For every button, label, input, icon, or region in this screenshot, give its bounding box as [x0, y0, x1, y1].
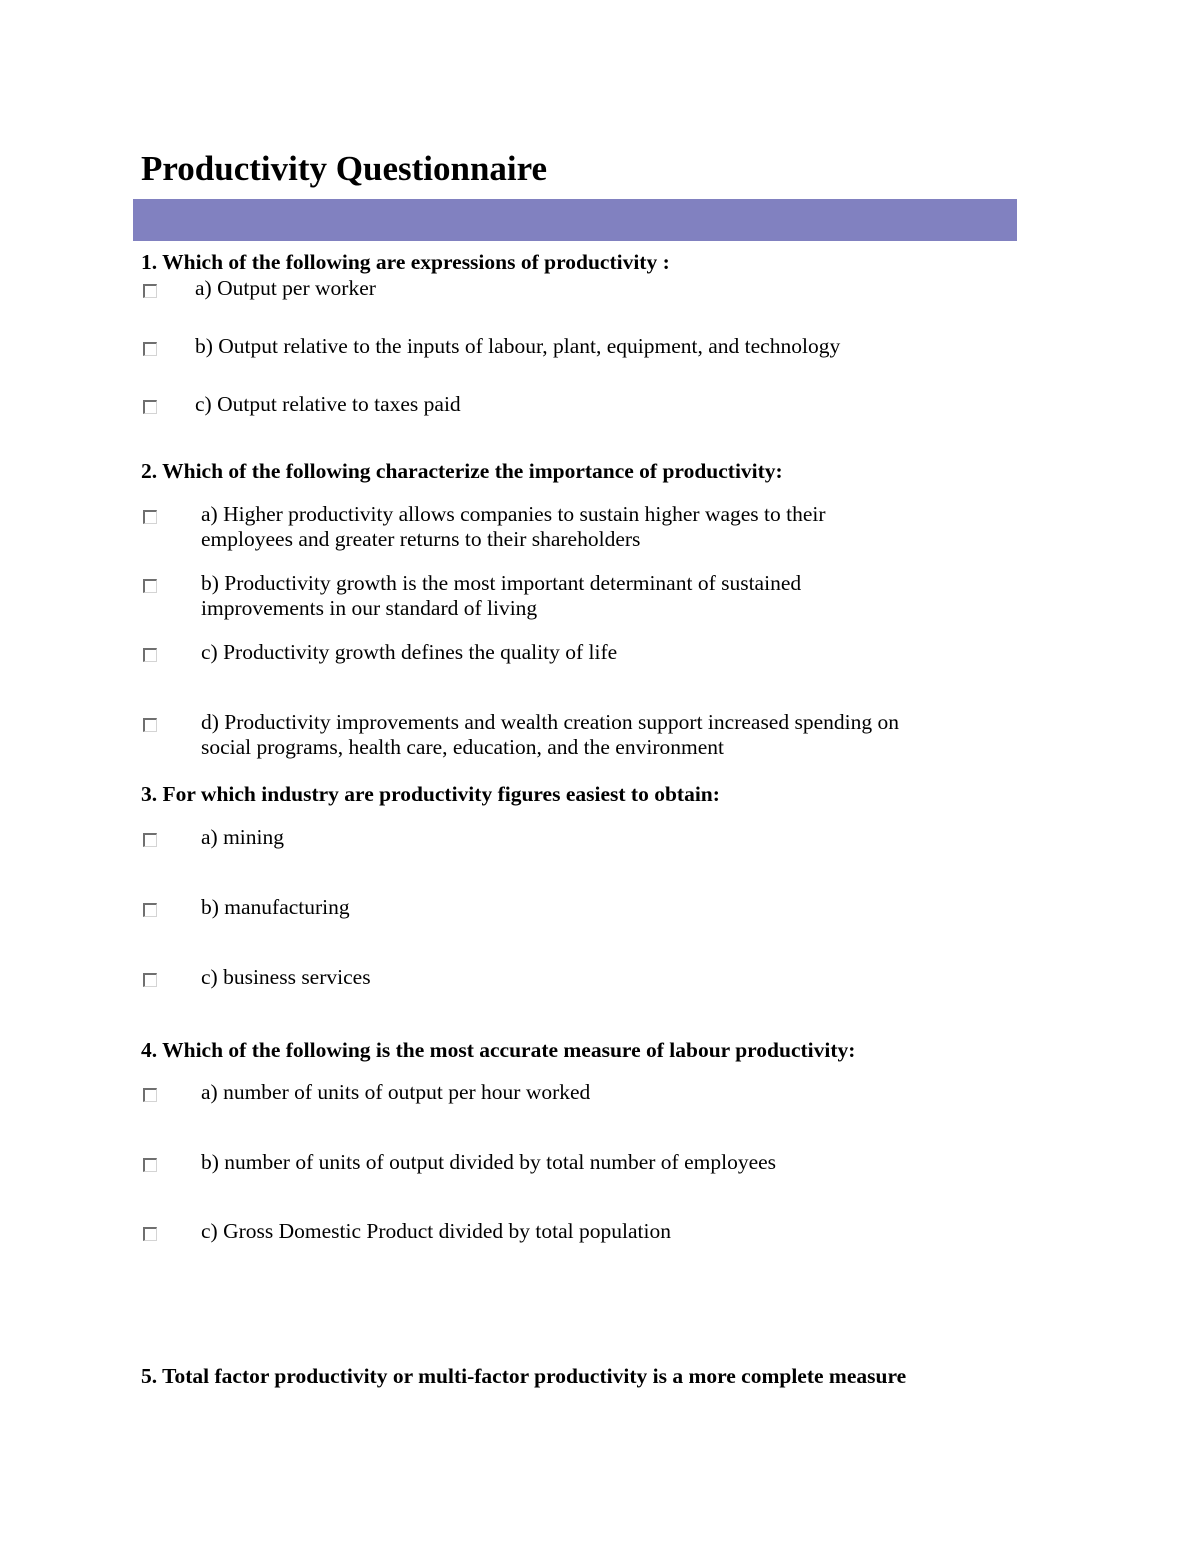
question-3-option-a-label: [201, 825, 284, 850]
option-line: c) Gross Domestic Product divided by total population: [201, 1219, 671, 1243]
title-banner-bar: [133, 199, 1017, 241]
option-line: improvements in our standard of living: [201, 596, 538, 620]
question-2-option-c-checkbox[interactable]: [143, 648, 157, 662]
question-2-option-c-label: [201, 640, 617, 665]
question-3-option-a-checkbox[interactable]: [143, 833, 157, 847]
question-1-text: 1. Which of the following are expressions of productivity :: [141, 250, 670, 274]
option-line: a) mining: [201, 825, 284, 849]
question-1-option-b-checkbox[interactable]: [143, 342, 157, 356]
option-line: c) Output relative to taxes paid: [195, 392, 461, 416]
question-4-option-c-checkbox[interactable]: [143, 1227, 157, 1241]
option-line: b) number of units of output divided by total number of employees: [201, 1150, 777, 1174]
option-line: b) Productivity growth is the most important determinant of sustained: [201, 571, 802, 595]
question-3-option-b-label: [201, 895, 350, 920]
question-1-option-c-label: [195, 392, 461, 417]
page-title: Productivity Questionnaire: [141, 149, 548, 188]
question-3-option-c-label: [201, 965, 371, 990]
option-line: employees and greater returns to their shareholders: [201, 527, 641, 551]
question-3-option-c-checkbox[interactable]: [143, 973, 157, 987]
question-4-option-b-label: [201, 1150, 776, 1175]
option-line: c) Productivity growth defines the quality of life: [201, 640, 618, 664]
question-2-option-d-label: [201, 710, 899, 760]
question-2-option-d-checkbox[interactable]: [143, 718, 157, 732]
question-4-option-a-checkbox[interactable]: [143, 1088, 157, 1102]
question-1-option-c-checkbox[interactable]: [143, 400, 157, 414]
option-line: c) business services: [201, 965, 371, 989]
question-4-option-c-label: [201, 1219, 671, 1244]
question-1-option-a-label: [195, 276, 376, 301]
question-2-text: 2. Which of the following characterize the importance of productivity:: [141, 459, 783, 483]
option-line: d) Productivity improvements and wealth creation support increased spending on: [201, 710, 899, 734]
question-2-option-b-checkbox[interactable]: [143, 579, 157, 593]
option-line: social programs, health care, education, and the environment: [201, 735, 724, 759]
question-2-option-a-label: [201, 502, 826, 552]
question-1-option-a-checkbox[interactable]: [143, 284, 157, 298]
option-line: a) Higher productivity allows companies to sustain higher wages to their: [201, 502, 826, 526]
question-5-text: 5. Total factor productivity or multi-factor productivity is a more complete measure: [141, 1364, 907, 1388]
question-1-option-b-label: [195, 334, 840, 359]
question-3-option-b-checkbox[interactable]: [143, 903, 157, 917]
option-line: a) number of units of output per hour worked: [201, 1080, 591, 1104]
question-4-text: 4. Which of the following is the most accurate measure of labour productivity:: [141, 1038, 856, 1062]
option-line: b) manufacturing: [201, 895, 350, 919]
question-2-option-a-checkbox[interactable]: [143, 510, 157, 524]
question-4-option-a-label: [201, 1080, 590, 1105]
option-line: b) Output relative to the inputs of labour, plant, equipment, and technology: [195, 334, 841, 358]
question-2-option-b-label: [201, 571, 801, 621]
question-3-text: 3. For which industry are productivity figures easiest to obtain:: [141, 782, 720, 806]
question-4-option-b-checkbox[interactable]: [143, 1158, 157, 1172]
option-line: a) Output per worker: [195, 276, 376, 300]
